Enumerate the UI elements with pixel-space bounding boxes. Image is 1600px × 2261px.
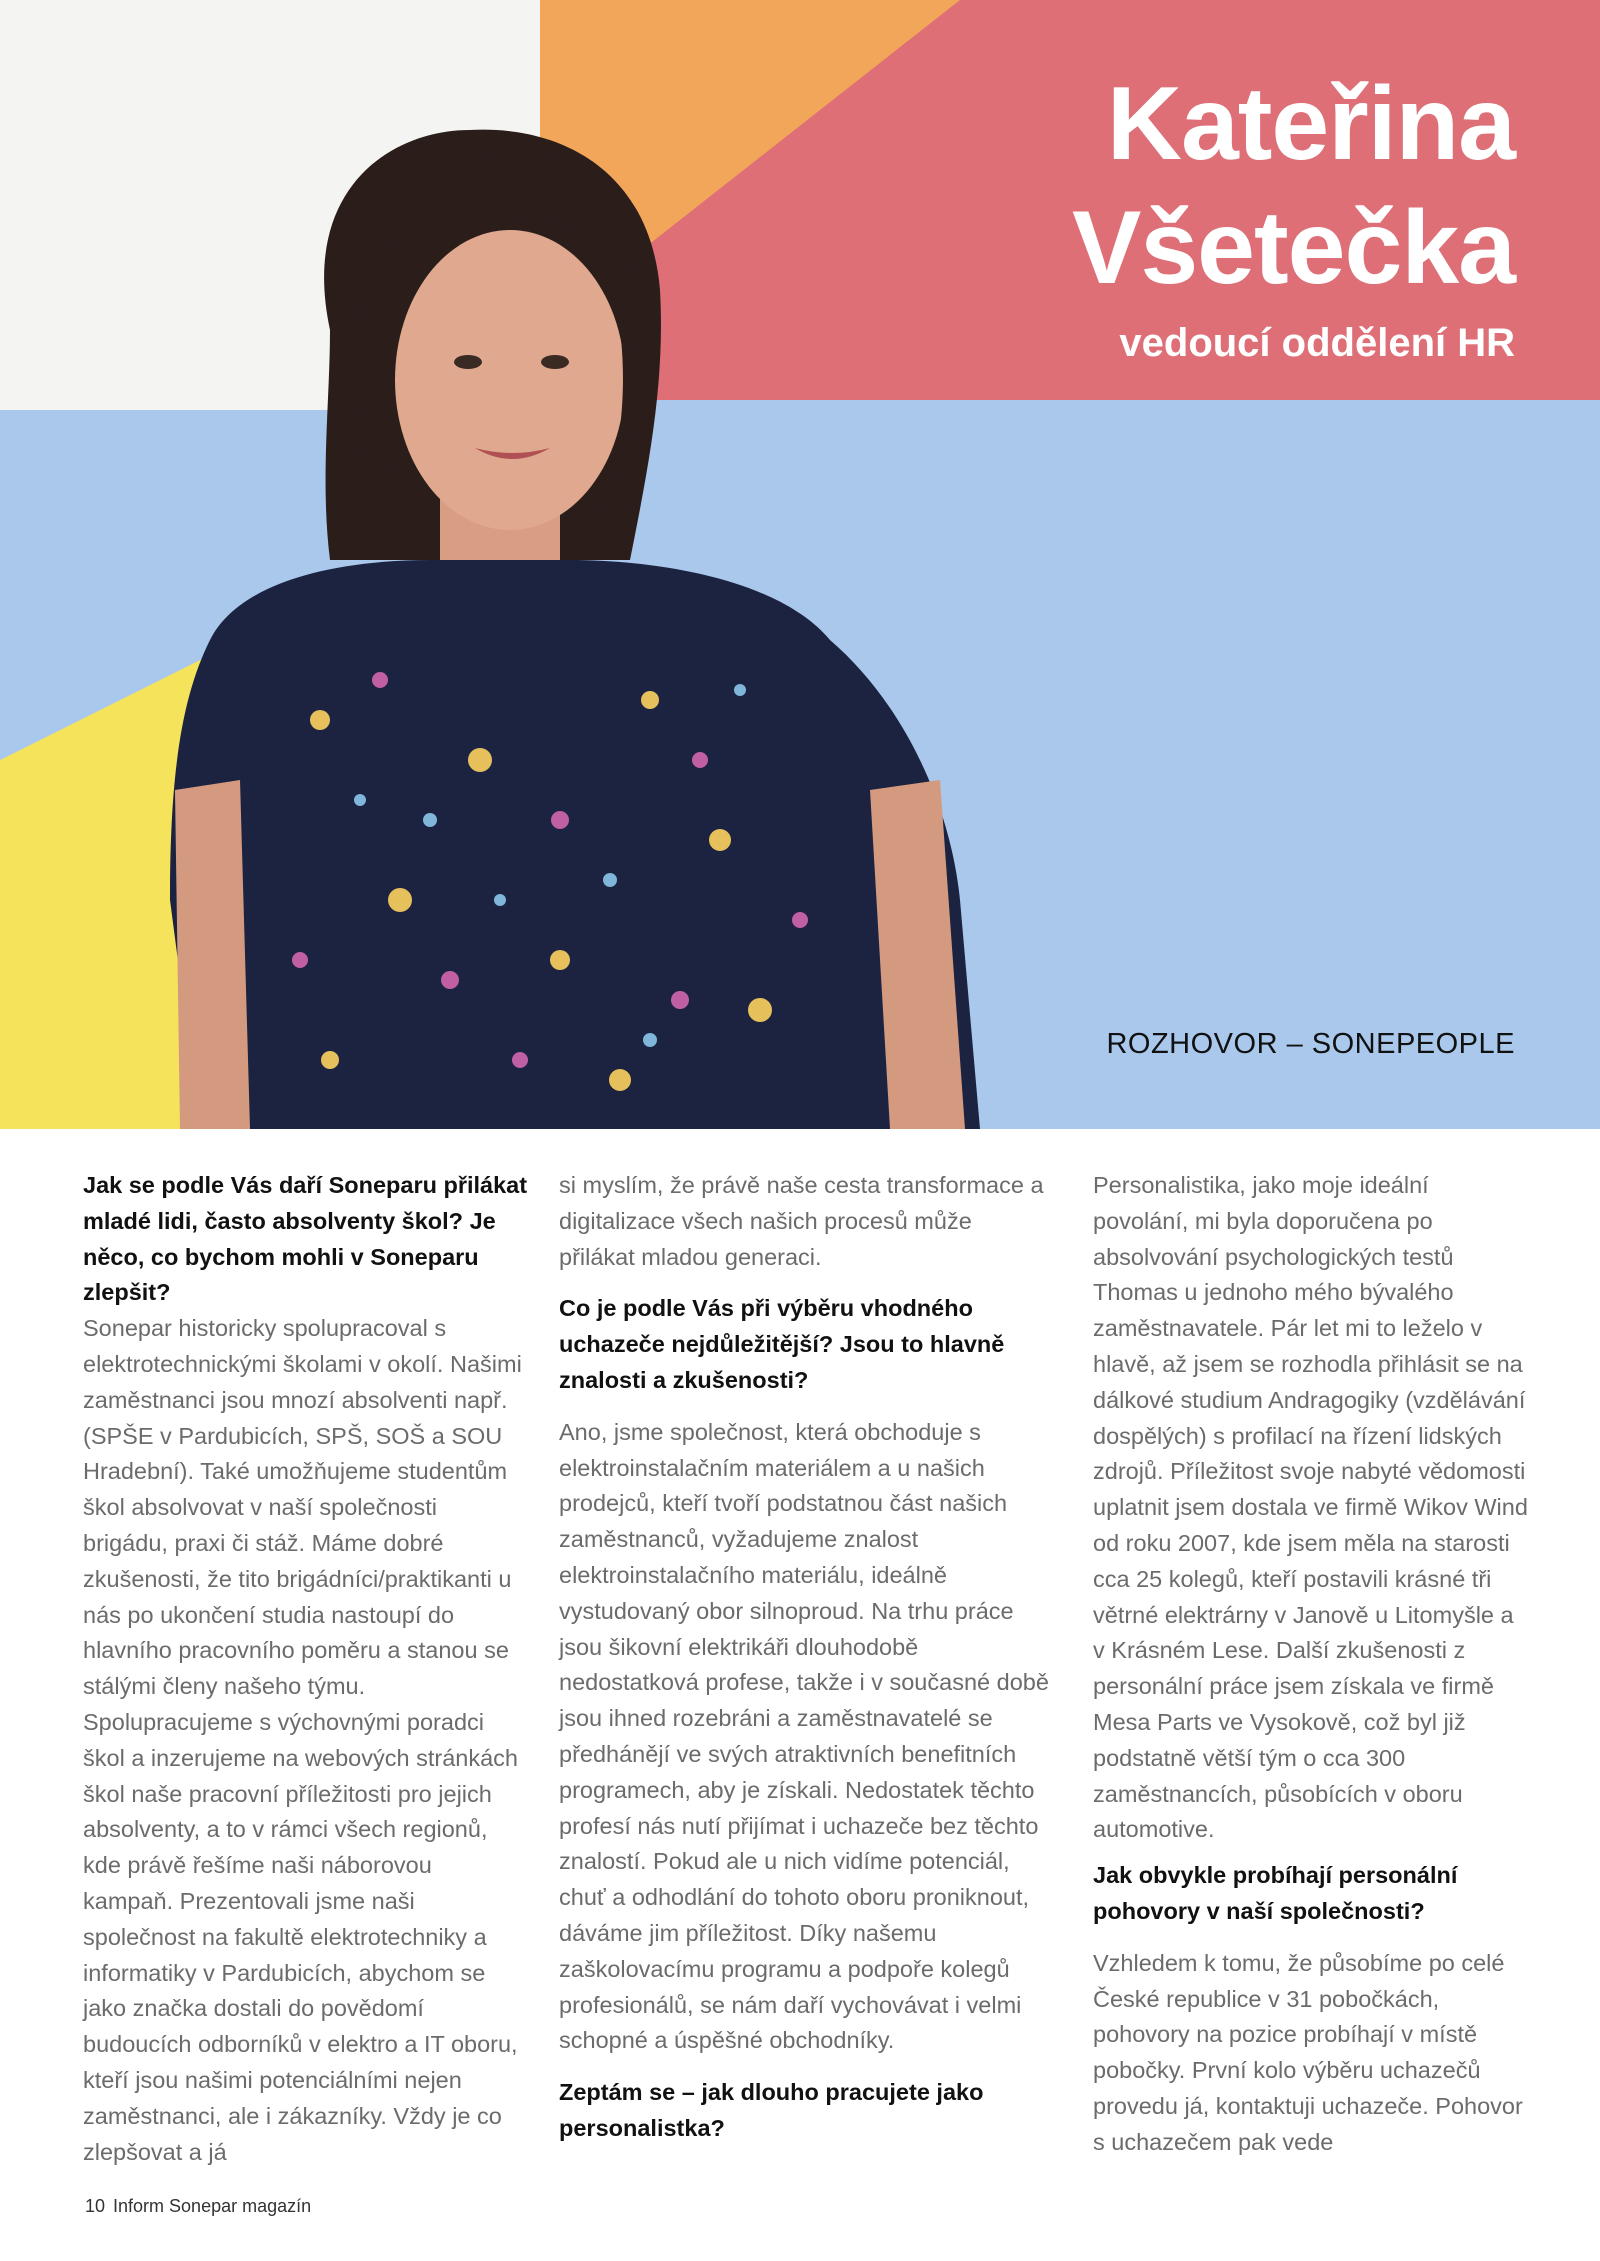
job-title: vedoucí oddělení HR <box>1119 321 1515 365</box>
page-footer <box>85 2196 319 2217</box>
answer-2: Ano, jsme společnost, která obchoduje s elektroinstalačním materiálem a u našich prodejců, kteří tvoří podstatnou část našich zaměstnanců, vyžadujeme znalost elektroinstalačního materiálu, ideálně vystudovaný obor silnoproud. Na trhu práce jsou šikovní elektrikáři dlouhodobě nedostatková profese, takže i v současné době jsou ihned rozebráni a zaměstnavatelé se předhánějí ve svých atraktivních benefitních programech, aby je získali. Nedostatek těchto profesí nás nutí přijímat i uchazeče bez těchto znalostí. Pokud ale u nich vidíme potenciál, chuť a odhodlání do tohoto oboru proniknout, dáváme jim příležitost. Díky našemu zaškolovacímu programu a podpoře kolegů profesionálů, se nám daří vychovávat i velmi schopné a úspěšné obchodníky. <box>559 1418 1049 2054</box>
text-column-2 <box>559 1168 1051 2147</box>
section-label: ROZHOVOR – SONEPEOPLE <box>1106 1028 1515 1060</box>
publication-name: Inform Sonepar magazín <box>113 2196 312 2216</box>
text-column-3 <box>1093 1168 1530 2161</box>
question-4: Jak obvykle probíhají personální pohovory v naší společnosti? <box>1093 1862 1458 1924</box>
answer-3: Personalistika, jako moje ideální povolání, mi byla doporučena po absolvování psychologických testů Thomas u jednoho mého bývalého zaměstnavatele. Pár let mi to leželo v hlavě, až jsem se rozhodla přihlásit se na dálkové studium Andragogiky (vzdělávání dospělých) s profilací na řízení lidských zdrojů. Příležitost svoje nabyté vědomosti uplatnit jsem dostala ve firmě Wikov Wind od roku 2007, kde jsem měla na starosti cca 25 kolegů, kteří postavili krásné tři větrné elektrárny v Janově u Litomyšle a v Krásném Lese. Další zkušenosti z personální práce jsem získala ve firmě Mesa Parts ve Vysokově, což byl již podstatně větší tým o cca 300 zaměstnancích, působících v oboru automotive. <box>1093 1172 1528 1843</box>
hero-photo-area <box>0 0 1600 1129</box>
question-2: Co je podle Vás při výběru vhodného uchazeče nejdůležitější? Jsou to hlavně znalosti a zkušenosti? <box>559 1295 1005 1393</box>
name-second-line: Všetečka <box>1071 190 1515 306</box>
text-column-1 <box>83 1168 528 2170</box>
name-first-line: Kateřina <box>1106 66 1515 182</box>
page-number: 10 <box>85 2196 106 2216</box>
answer-1-continued: si myslím, že právě naše cesta transformace a digitalizace všech našich procesů může přilákat mladou generaci. <box>559 1172 1044 1270</box>
title-block <box>1072 62 1515 368</box>
answer-4: Vzhledem k tomu, že působíme po celé České republice v 31 pobočkách, pohovory na pozice probíhají v místě pobočky. První kolo výběru uchazečů provedu já, kontaktuji uchazeče. Pohovor s uchazečem pak vede <box>1093 1949 1523 2155</box>
answer-1: Sonepar historicky spolupracoval s elektrotechnickými školami v okolí. Našimi zaměstnanci jsou mnozí absolventi např. (SPŠE v Pardubicích, SPŠ, SOŠ a SOU Hradební). Také umožňujeme studentům škol absolvovat v naší společnosti brigádu, praxi či stáž. Máme dobré zkušenosti, že tito brigádníci/praktikanti u nás po ukončení studia nastoupí do hlavního pracovního poměru a stanou se stálými členy našeho týmu. Spolupracujeme s výchovnými poradci škol a inzerujeme na webových stránkách škol naše pracovní příležitosti pro jejich absolventy, a to v rámci všech regionů, kde právě řešíme naši náborovou kampaň. Prezentovali jsme naši společnost na fakultě elektrotechniky a informatiky v Pardubicích, abychom se jako značka dostali do povědomí budoucích odborníků v elektro a IT oboru, kteří jsou našimi potenciálními nejen zaměstnanci, ale i zákazníky. Vždy je co zlepšovat a já <box>83 1315 522 2165</box>
question-1: Jak se podle Vás daří Soneparu přilákat mladé lidi, často absolventy škol? Je něco, co bychom mohli v Soneparu zlepšit? <box>83 1172 528 1306</box>
question-3: Zeptám se – jak dlouho pracujete jako personalistka? <box>559 2079 984 2141</box>
